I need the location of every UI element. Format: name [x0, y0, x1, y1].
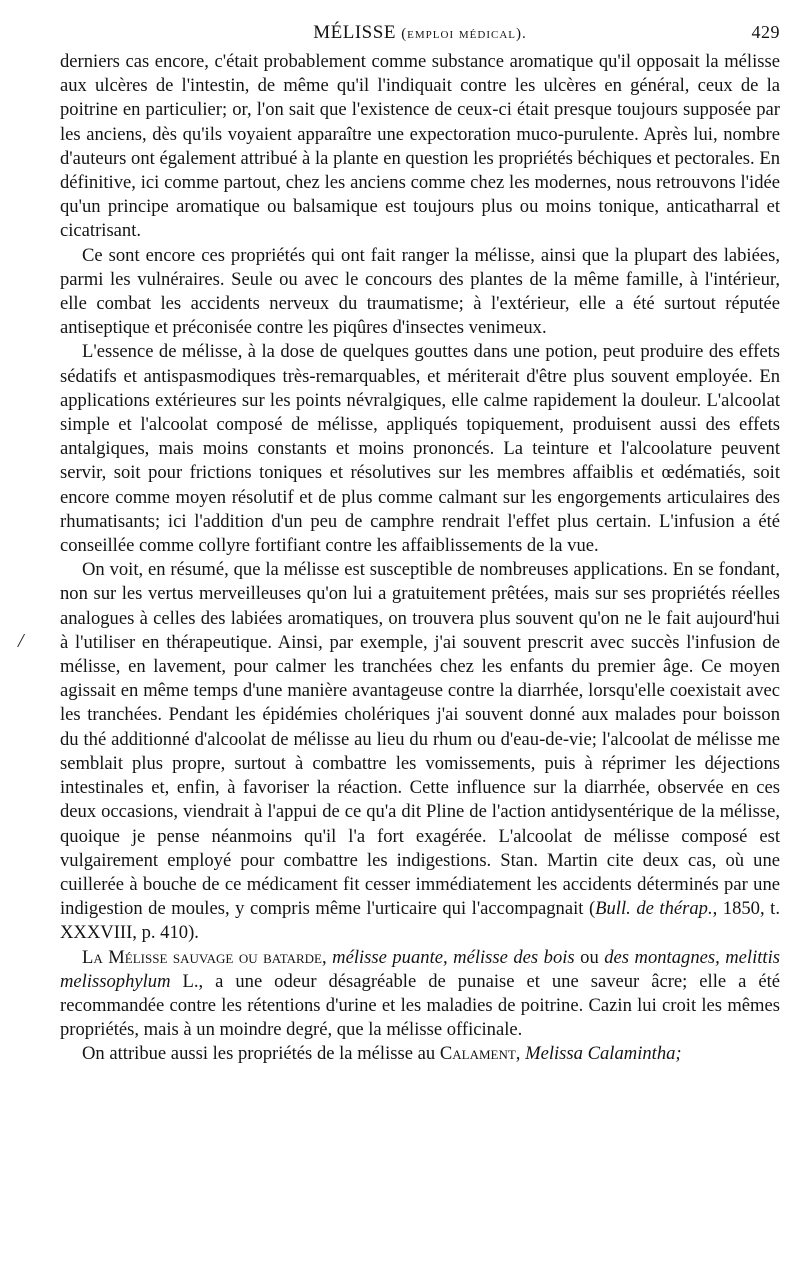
running-title [60, 22, 780, 44]
margin-annotation: / [18, 630, 24, 652]
paragraph-2: Ce sont encore ces propriétés qui ont fait ranger la mélisse, ainsi que la plupart des labiées, parmi les vulnéraires. Seule ou avec le concours des plantes de la même famille, à l'intérieur, elle combat les accidents nerveux du traumatisme; à l'extérieur, elle a été surtout réputée antiseptique et préconisée contre les piqûres d'insectes venimeux. [60, 244, 780, 339]
running-head [60, 22, 780, 50]
paragraph-6-lead: On attribue aussi les propriétés de la mélisse au [82, 1043, 440, 1065]
paragraph-5 [60, 946, 780, 1043]
page [60, 22, 780, 1067]
species-connector: ou [574, 946, 605, 968]
citation: Bull. de thérap. [595, 898, 713, 920]
paragraph-4 [60, 558, 780, 945]
paragraph-1: derniers cas encore, c'était probablement comme substance aromatique qu'il opposait la mélisse aux ulcères de l'intestin, de même qu'il l'indiquait contre les ulcères en général, ceux de la poitrine en particulier; or, l'on sait que l'existence de ceux-ci était presque toujours supposée par les anciens, dès qu'ils voyaient apparaître une expectoration muco-purulente. Après lui, nombre d'auteurs ont également attribué à la plante en question les propriétés béchiques et pectorales. En définitive, ici comme partout, chez les anciens comme chez les modernes, nous retrouvons l'idée qu'un principe aromatique ou balsamique est toujours plus ou moins tonique, anticatharral et cicatrisant. [60, 51, 780, 242]
running-title-main: MÉLISSE [313, 22, 396, 43]
page-number: 429 [751, 22, 780, 42]
body-text [60, 50, 780, 1067]
calament-latin-name: Melissa Calamintha; [525, 1043, 682, 1065]
calament-heading: Calament, [439, 1043, 521, 1065]
paragraph-4-text-a: On voit, en résumé, que la mélisse est susceptible de nombreuses applications. En se fondant, non sur les vertus merveilleuses qu'on lui a gratuitement prêtées, mais sur ses propriétés réelles analogues à celles des labiées aromatiques, on trouvera plus souvent qu'on ne le fait aujourd'hui à l'utiliser en thérapeutique. Ainsi, par exemple, j'ai souvent prescrit avec succès l'infusion de mélisse, en lavement, pour calmer les tranchées chez les enfants du premier âge. Ce moyen agissait en même temps d'une manière avantageuse contre la diarrhée, lorsqu'elle coexistait avec les tranchées. Pendant les épidémies cholériques j'ai souvent donné aux malades pour boisson du thé additionné d'alcoolat de mélisse au lieu du rhum ou d'eau-de-vie; l'alcoolat de mélisse me semblait plus propre, surtout à combattre les vomissements, puis à réprimer les déjections intestinales et, enfin, à favoriser la réaction. Cette influence sur la diarrhée, observée en ces deux occasions, viendrait à l'appui de ce qu'a dit Pline de l'action antidysentérique de la mélisse, quoique je pense néanmoins qu'il l'a fort exagérée. L'alcoolat de mélisse composé est vulgairement employé pour combattre les indigestions. Stan. Martin cite deux cas, où une cuillerée à bouche de ce médicament fit cesser immédiatement les accidents déterminés par une indigestion de moules, y compris même l'urticaire qui l'accompagnait ( [60, 559, 780, 920]
species-synonyms-2: des montagnes, melittis melissophylum [60, 946, 780, 992]
paragraph-5-rest: L., a une odeur désagréable de punaise et une saveur âcre; elle a été recommandée contre les rétentions d'urine et les maladies de poitrine. Cazin lui croit les mêmes propriétés, mais à un moindre degré, que la mélisse officinale. [60, 970, 780, 1041]
paragraph-3: L'essence de mélisse, à la dose de quelques gouttes dans une potion, peut produire des effets sédatifs et antispasmodiques très-remarquables, et mériterait d'être plus souvent employée. En applications extérieures sur les points névralgiques, elle calme rapidement la douleur. L'alcoolat simple et l'alcoolat composé de mélisse, appliqués topiquement, produisent aussi des effets antalgiques, mais moins constants et moins prononcés. La teinture et l'alcoolature peuvent servir, soit pour frictions toniques et résolutives sur les membres affaiblis et œdématiés, soit encore comme moyen résolutif et de plus comme calmant sur les engorgements articulaires des rhumatisants; ici l'addition d'un peu de camphre rendrait l'effet plus certain. L'infusion a été conseillée comme collyre fortifiant contre les affaiblissements de la vue. [60, 341, 780, 557]
paragraph-4-text-b: , 1850, t. XXXVIII, p. 410). [60, 898, 780, 944]
species-synonyms-1: mélisse puante, mélisse des bois [332, 946, 575, 968]
species-heading: La Mélisse sauvage ou batarde, [82, 946, 327, 968]
running-title-sub: (emploi médical). [401, 26, 527, 42]
paragraph-6 [60, 1042, 780, 1066]
